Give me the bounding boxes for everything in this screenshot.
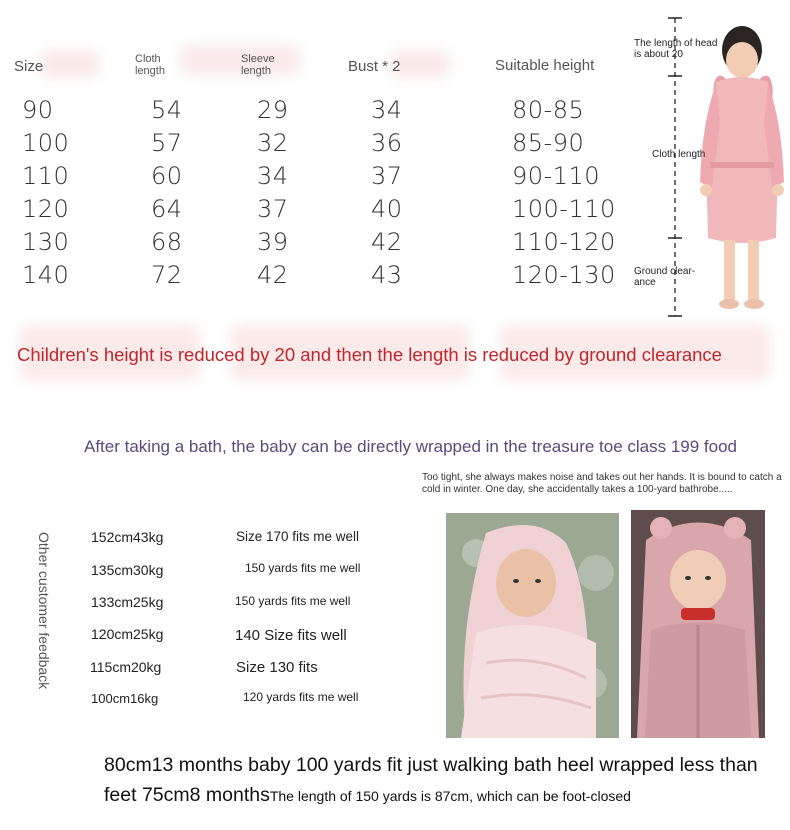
feedback-comment: 120 yards fits me well: [243, 690, 359, 704]
cell-height: 110-120: [512, 228, 616, 256]
ground-clearance-label: Ground clear- ance: [634, 266, 696, 288]
cell-cloth: 72: [151, 261, 183, 289]
bottom-note-main: 80cm13 months baby 100 yards fit just walking bath heel wrapped less than feet 75cm8 months: [104, 754, 758, 806]
cell-cloth: 60: [151, 162, 183, 190]
cell-size: 140: [22, 261, 70, 289]
feedback-comment: Size 170 fits me well: [236, 529, 360, 544]
cloth-length-label: Cloth length: [652, 149, 706, 160]
feedback-stats: 120cm25kg: [91, 626, 164, 642]
cell-bust: 34: [371, 96, 403, 124]
cell-bust: 42: [371, 228, 403, 256]
cell-height: 120-130: [512, 261, 616, 289]
cell-sleeve: 37: [257, 195, 289, 223]
feedback-comment: 140 Size fits well: [235, 627, 347, 644]
cell-size: 120: [22, 195, 70, 223]
baby-photo-left: [446, 513, 619, 738]
bottom-note-tail: The length of 150 yards is 87cm, which can be foot-closed: [269, 788, 631, 804]
cell-sleeve: 42: [257, 261, 289, 289]
bath-note: After taking a bath, the baby can be directly wrapped in the treasure toe class 199 food: [84, 437, 738, 456]
cell-bust: 43: [371, 261, 403, 289]
watermark-smudge: [40, 50, 100, 78]
height-note: Children's height is reduced by 20 and then the length is reduced by ground clearance: [17, 344, 722, 365]
baby-photo-right: [631, 510, 765, 738]
bottom-note: [104, 750, 764, 811]
cell-sleeve: 34: [257, 162, 289, 190]
cell-bust: 40: [371, 195, 403, 223]
customer-quote: Too tight, she always makes noise and takes out her hands. It is bound to catch a cold in winter. One day, she accidentally takes a 100-yard bathrobe.....: [422, 472, 782, 495]
baby-in-bear-robe-image: [631, 510, 765, 738]
cell-size: 90: [22, 96, 54, 124]
baby-wrapped-in-robe-image: [446, 513, 619, 738]
cell-sleeve: 29: [257, 96, 289, 124]
feedback-stats: 133cm25kg: [91, 594, 164, 610]
cell-cloth: 64: [151, 195, 183, 223]
feedback-stats: 100cm16kg: [91, 691, 159, 706]
cell-cloth: 57: [151, 129, 183, 157]
cell-height: 100-110: [512, 195, 616, 223]
cell-bust: 36: [371, 129, 403, 157]
cell-height: 90-110: [512, 162, 601, 190]
feedback-comment: 150 yards fits me well: [245, 561, 361, 575]
cell-height: 80-85: [512, 96, 585, 124]
head-length-label: The length of head is about 20: [634, 38, 718, 60]
header-suitable-height: Suitable height: [495, 57, 595, 74]
cell-sleeve: 32: [257, 129, 289, 157]
feedback-stats: 135cm30kg: [91, 562, 164, 578]
cell-cloth: 54: [151, 96, 183, 124]
feedback-stats: 115cm20kg: [90, 659, 162, 675]
header-cloth-length: Cloth length: [135, 53, 165, 77]
cell-sleeve: 39: [257, 228, 289, 256]
cell-size: 130: [22, 228, 70, 256]
measurement-diagram: [628, 12, 788, 322]
feedback-comment: Size 130 fits: [236, 659, 318, 676]
cell-cloth: 68: [151, 228, 183, 256]
cell-bust: 37: [371, 162, 403, 190]
feedback-side-title: Other customer feedback: [36, 532, 52, 690]
feedback-comment: 150 yards fits me well: [235, 594, 351, 608]
feedback-stats: 152cm43kg: [91, 529, 164, 545]
cell-size: 110: [22, 162, 70, 190]
cell-size: 100: [22, 129, 70, 157]
header-size: Size: [14, 58, 44, 75]
header-sleeve-length: Sleeve length: [241, 53, 275, 77]
cell-height: 85-90: [512, 129, 585, 157]
header-bust: Bust * 2: [348, 58, 401, 75]
